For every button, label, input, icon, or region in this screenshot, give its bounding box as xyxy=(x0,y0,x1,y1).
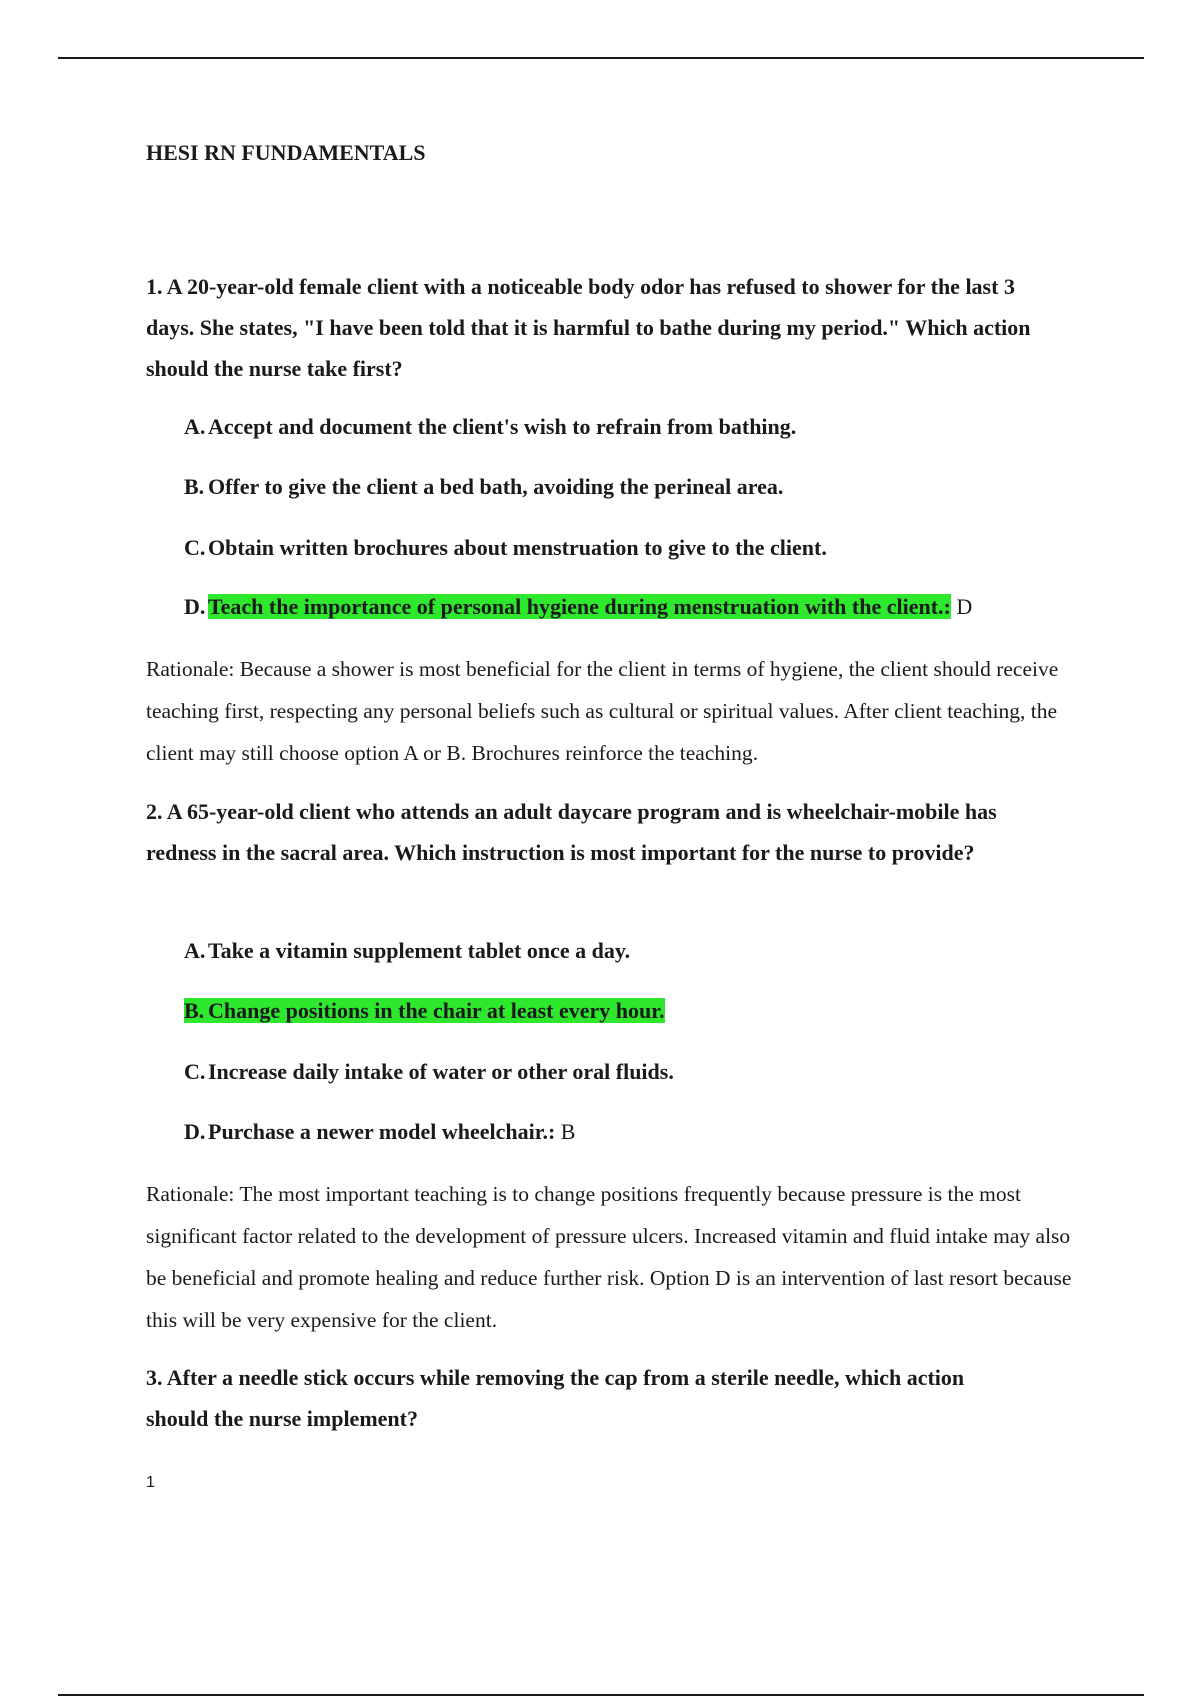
option-letter: A. xyxy=(184,938,206,963)
question-1-option-a xyxy=(184,414,796,440)
option-letter: B. xyxy=(184,998,205,1023)
question-2-option-b xyxy=(184,998,665,1024)
option-letter: D. xyxy=(184,594,206,619)
answer-key: D xyxy=(950,594,973,619)
option-letter: D. xyxy=(184,1119,206,1144)
answer-key: B xyxy=(555,1119,576,1144)
highlighted-correct-answer xyxy=(184,998,665,1023)
question-1-option-c xyxy=(184,535,827,561)
option-text: Increase daily intake of water or other oral fluids. xyxy=(208,1059,674,1084)
question-2-option-a xyxy=(184,938,630,964)
option-letter: B. xyxy=(184,474,205,499)
document-title: HESI RN FUNDAMENTALS xyxy=(146,140,426,165)
option-letter: A. xyxy=(184,414,206,439)
question-1-option-d xyxy=(184,594,972,620)
highlighted-correct-answer: Teach the importance of personal hygiene during menstruation with the client.: xyxy=(208,594,951,619)
option-letter: C. xyxy=(184,1059,206,1084)
option-text: Take a vitamin supplement tablet once a day. xyxy=(208,938,631,963)
question-2-option-c xyxy=(184,1059,674,1085)
option-letter: C. xyxy=(184,535,206,560)
question-1-stem: 1. A 20-year-old female client with a noticeable body odor has refused to shower for the last 3 days. She states, "I have been told that it is harmful to bathe during my period." Which action should the nurse take first? xyxy=(146,274,1031,381)
bottom-rule xyxy=(58,1694,1144,1696)
question-2-option-d xyxy=(184,1119,575,1145)
option-text: Purchase a newer model wheelchair.: xyxy=(208,1119,556,1144)
page-number: 1 xyxy=(146,1474,155,1491)
question-2-rationale: Rationale: The most important teaching is to change positions frequently because pressure is the most significant factor related to the development of pressure ulcers. Increased vitamin and fluid intake may also be beneficial and promote healing and reduce further risk. Option D is an intervention of last resort because this will be very expensive for the client. xyxy=(146,1182,1072,1332)
question-2-stem: 2. A 65-year-old client who attends an adult daycare program and is wheelchair-mobile has redness in the sacral area. Which instruction is most important for the nurse to provide? xyxy=(146,799,997,865)
question-3-stem: 3. After a needle stick occurs while removing the cap from a sterile needle, which action should the nurse implement? xyxy=(146,1365,965,1431)
top-rule xyxy=(58,57,1144,59)
option-text: Offer to give the client a bed bath, avoiding the perineal area. xyxy=(208,474,784,499)
question-1-rationale: Rationale: Because a shower is most beneficial for the client in terms of hygiene, the client should receive teaching first, respecting any personal beliefs such as cultural or spiritual values. After client teaching, the client may still choose option A or B. Brochures reinforce the teaching. xyxy=(146,657,1059,765)
option-text: Change positions in the chair at least every hour. xyxy=(208,998,665,1023)
option-text: Obtain written brochures about menstruation to give to the client. xyxy=(208,535,827,560)
question-1-option-b xyxy=(184,474,783,500)
option-text: Accept and document the client's wish to refrain from bathing. xyxy=(208,414,797,439)
